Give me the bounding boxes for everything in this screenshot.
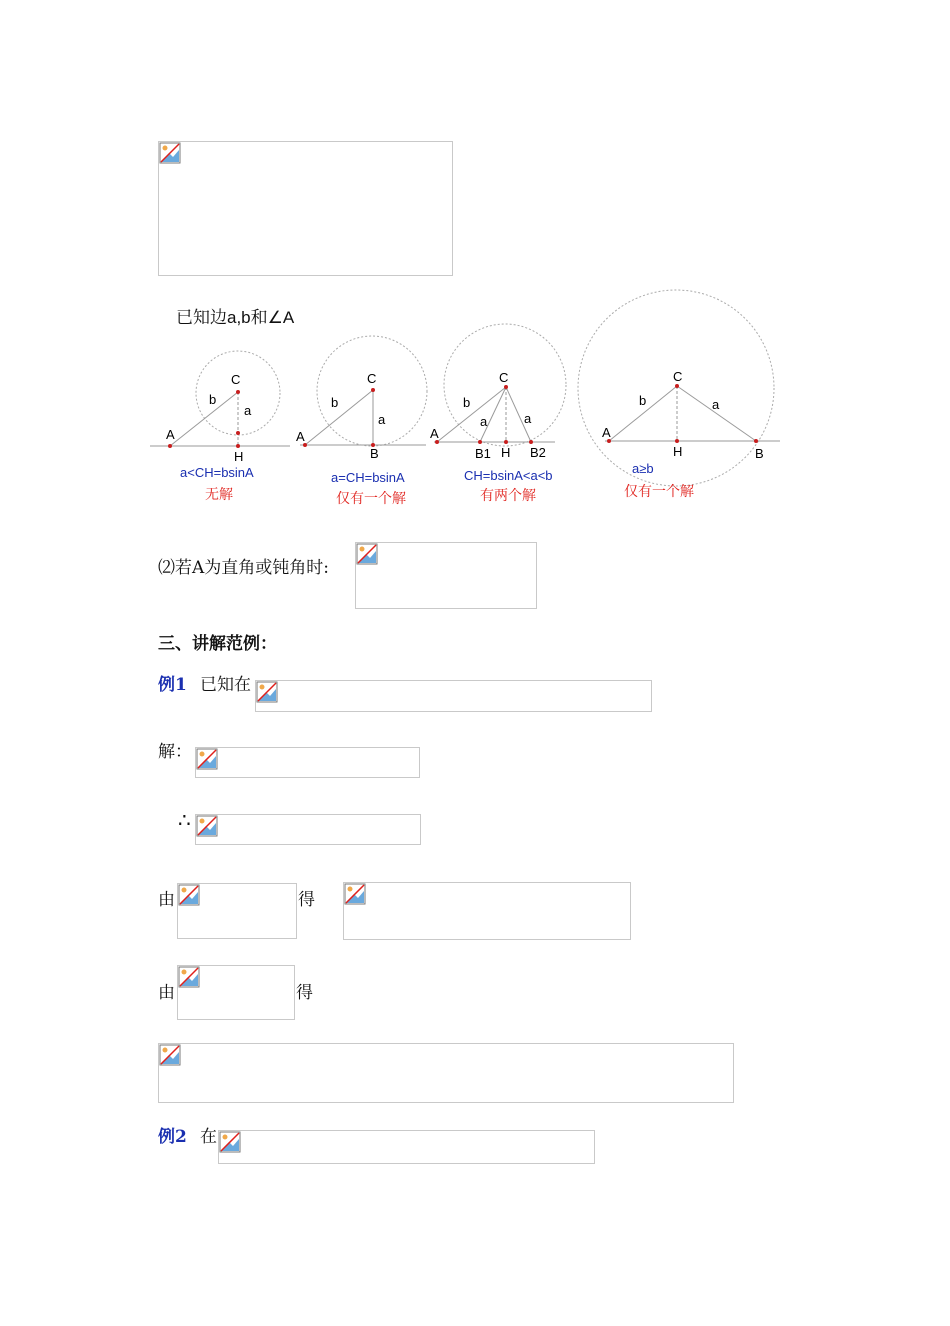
broken-image-icon <box>356 543 378 565</box>
image-placeholder-example1 <box>255 680 652 712</box>
label-b-side: b <box>209 392 217 407</box>
panel-one-solution-tangent <box>296 336 427 506</box>
condition-text: a<CH=bsinA <box>180 465 254 480</box>
label-a-vertex: A <box>602 425 611 440</box>
image-placeholder-get1 <box>343 882 631 940</box>
point-c <box>371 388 375 392</box>
label-c: C <box>673 369 683 384</box>
image-placeholder-top <box>158 141 453 276</box>
label-h: H <box>501 445 511 460</box>
get-text-2: 得 <box>296 983 313 1003</box>
label-b-side: b <box>331 395 339 410</box>
image-placeholder-example2 <box>218 1130 595 1164</box>
section-heading: 三、讲解范例： <box>158 634 277 654</box>
point-c <box>675 384 679 388</box>
label-a2-side: a <box>524 411 532 426</box>
side-b <box>170 392 238 446</box>
point-h <box>504 440 508 444</box>
case2-text: ⑵若A为直角或钝角时: <box>158 558 330 578</box>
image-placeholder-case2 <box>355 542 537 609</box>
label-a-side: a <box>712 397 720 412</box>
condition-text: a≥b <box>632 461 654 476</box>
condition-text: CH=bsinA<a<b <box>464 468 553 483</box>
label-b-vertex: B <box>755 446 764 461</box>
label-c: C <box>499 370 509 385</box>
label-b-side: b <box>639 393 647 408</box>
label-b-side: b <box>463 395 471 410</box>
broken-image-icon <box>159 1044 181 1066</box>
point-c <box>236 390 240 394</box>
result-text: 仅有一个解 <box>336 490 406 506</box>
label-b1: B1 <box>475 446 491 461</box>
panel-two-solutions <box>430 324 566 503</box>
result-text: 无解 <box>205 486 233 502</box>
label-h: H <box>234 449 244 464</box>
result-text: 有两个解 <box>480 487 536 503</box>
broken-image-icon <box>196 815 218 837</box>
image-placeholder-from1 <box>177 883 297 939</box>
circle-radius-a <box>444 324 566 446</box>
point-b2 <box>529 440 533 444</box>
point-c <box>504 385 508 389</box>
image-placeholder-solution <box>195 747 420 778</box>
broken-image-icon <box>178 966 200 988</box>
from-text-1: 由 <box>158 890 175 910</box>
label-c: C <box>231 372 241 387</box>
get-text-1: 得 <box>298 890 315 910</box>
diagram-title: 已知边a,b和∠A <box>176 308 295 327</box>
image-placeholder-therefore <box>195 814 421 845</box>
solution-label: 解： <box>158 742 192 762</box>
label-a-vertex: A <box>296 429 305 444</box>
broken-image-icon <box>159 142 181 164</box>
result-text: 仅有一个解 <box>624 483 694 499</box>
example2-label: 例2 <box>158 1127 187 1147</box>
panel-one-solution-large-a <box>578 290 780 499</box>
point-h <box>236 444 240 448</box>
condition-text: a=CH=bsinA <box>331 470 405 485</box>
label-b2: B2 <box>530 445 546 460</box>
point-b1 <box>478 440 482 444</box>
from-text-2: 由 <box>158 983 175 1003</box>
side-b <box>437 387 506 442</box>
broken-image-icon <box>344 883 366 905</box>
broken-image-icon <box>219 1131 241 1153</box>
image-placeholder-from2 <box>177 965 295 1020</box>
point-arc <box>236 431 240 435</box>
point-a <box>168 444 172 448</box>
label-a1-side: a <box>480 414 488 429</box>
broken-image-icon <box>256 681 278 703</box>
therefore-symbol: ∴ <box>178 808 191 832</box>
example1-label: 例1 <box>158 675 187 695</box>
point-h <box>675 439 679 443</box>
example2-text: 在 <box>200 1127 217 1147</box>
panel-no-solution <box>150 351 290 502</box>
example1-text: 已知在 <box>200 675 251 695</box>
side-b <box>305 390 373 445</box>
broken-image-icon <box>196 748 218 770</box>
label-a-side: a <box>378 412 386 427</box>
triangle-cases-diagram <box>150 285 790 510</box>
label-b-vertex: B <box>370 446 379 461</box>
broken-image-icon <box>178 884 200 906</box>
image-placeholder-wide <box>158 1043 734 1103</box>
point-b <box>754 439 758 443</box>
label-h: H <box>673 444 683 459</box>
label-a-vertex: A <box>166 427 175 442</box>
label-c: C <box>367 371 377 386</box>
side-a <box>677 386 756 441</box>
label-a-vertex: A <box>430 426 439 441</box>
label-a-side: a <box>244 403 252 418</box>
